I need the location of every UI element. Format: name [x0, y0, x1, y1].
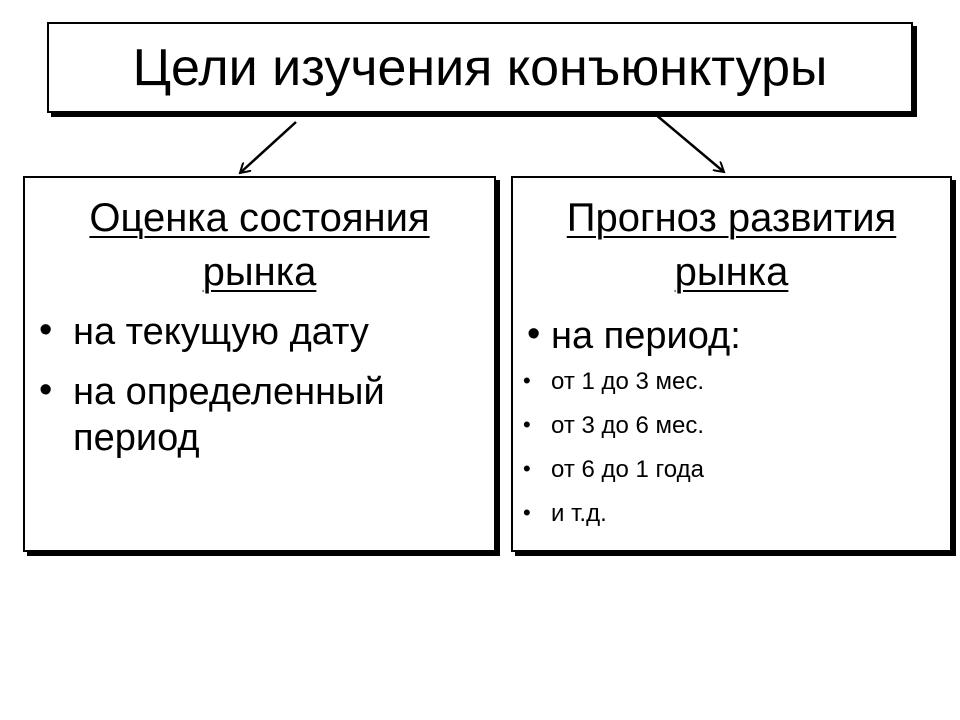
- forecast-period-lead: • на период:: [527, 313, 950, 359]
- arrow-to-right-box: [655, 114, 724, 172]
- market-forecast-heading: Прогноз развития рынка: [566, 196, 897, 294]
- list-item: • от 1 до 3 мес.: [523, 367, 950, 397]
- list-item: • и т.д.: [523, 499, 950, 529]
- title-box: [47, 22, 913, 113]
- forecast-period-list: [513, 367, 950, 529]
- list-item: • от 6 до 1 года: [523, 455, 950, 485]
- arrow-to-left-box: [240, 122, 296, 173]
- list-item: • от 3 до 6 мес.: [523, 411, 950, 441]
- market-forecast-box: [511, 176, 952, 552]
- list-item: • на текущую дату: [39, 309, 484, 355]
- market-assessment-box: [23, 176, 496, 552]
- market-assessment-heading: Оценка состояния рынка: [89, 196, 430, 294]
- list-item: • на определенный период: [39, 369, 484, 461]
- market-assessment-list: [25, 309, 494, 461]
- diagram-title: Цели изучения конъюнктуры: [132, 38, 828, 97]
